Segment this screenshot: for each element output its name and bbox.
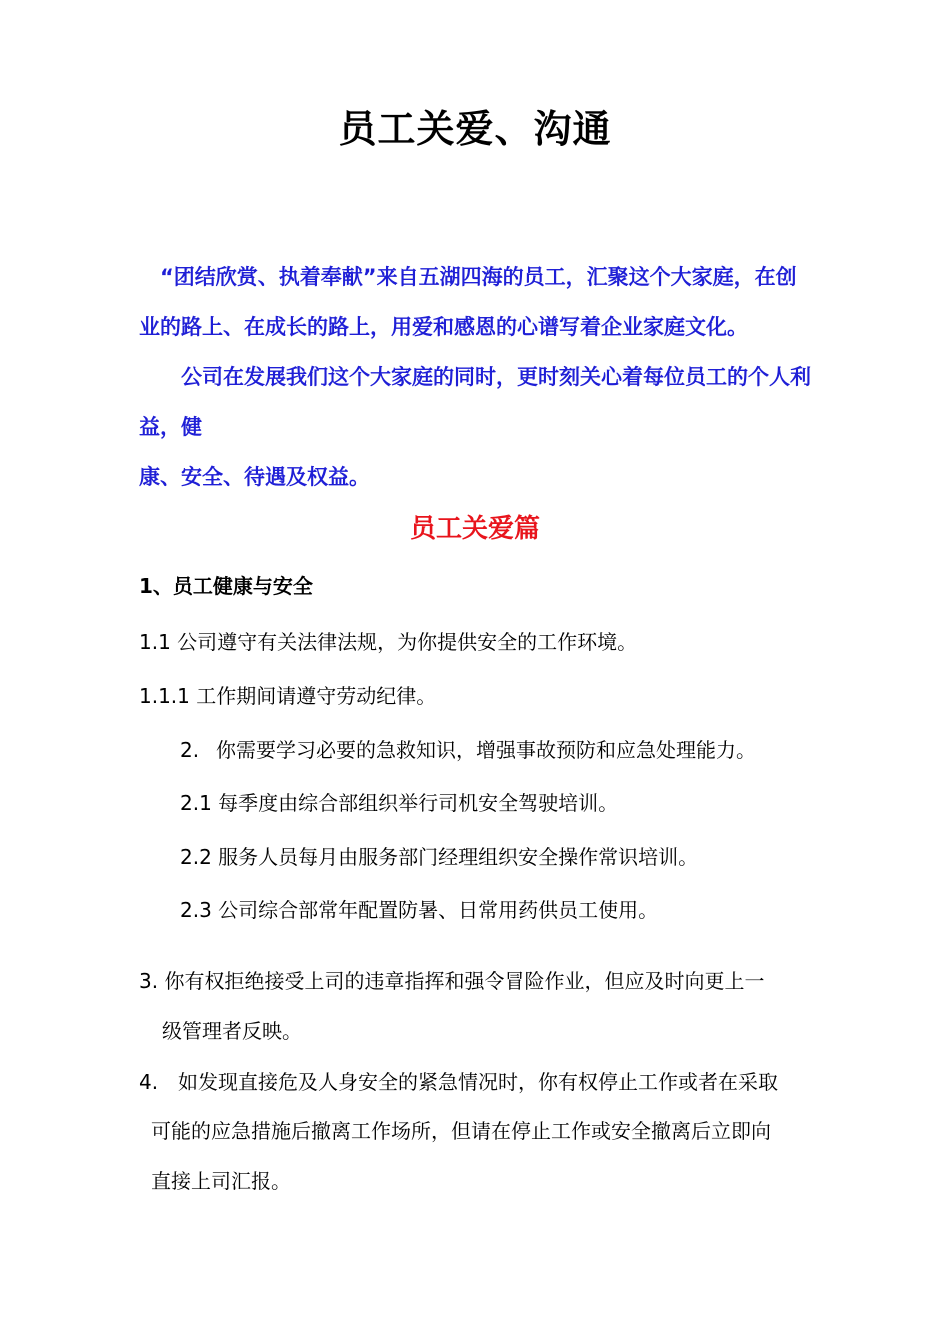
intro-paragraph-2-line-2: 益，健 (139, 415, 202, 439)
section-title: 员工关爱篇 (409, 514, 540, 544)
item-3-line-1: 3. 你有权拒绝接受上司的违章指挥和强令冒险作业，但应及时向更上一 (139, 969, 765, 993)
item-4-line-1: 如发现直接危及人身安全的紧急情况时，你有权停止工作或者在采取 (178, 1070, 778, 1094)
intro-paragraph-2-line-1: 公司在发展我们这个大家庭的同时，更时刻关心着每位员工的个人利 (181, 365, 811, 389)
item-2-number: 2. (180, 738, 200, 762)
item-3-line-2: 级管理者反映。 (162, 1019, 302, 1043)
item-1-1: 1.1 公司遵守有关法律法规，为你提供安全的工作环境。 (139, 630, 638, 654)
item-1-1-1: 1.1.1 工作期间请遵守劳动纪律。 (139, 684, 437, 708)
intro-paragraph-1-line-1: “团结欣赏、执着奉献”来自五湖四海的员工，汇聚这个大家庭，在创 (160, 265, 797, 289)
item-2-text: 你需要学习必要的急救知识，增强事故预防和应急处理能力。 (216, 738, 756, 762)
item-4-line-3: 直接上司汇报。 (151, 1169, 291, 1193)
item-4-number: 4. (139, 1070, 159, 1094)
document-title: 员工关爱、沟通 (338, 107, 612, 151)
item-4-line-2: 可能的应急措施后撤离工作场所，但请在停止工作或安全撤离后立即向 (151, 1119, 771, 1143)
intro-paragraph-1-line-2: 业的路上、在成长的路上，用爱和感恩的心谱写着企业家庭文化。 (139, 315, 748, 339)
item-2-1: 2.1 每季度由综合部组织举行司机安全驾驶培训。 (180, 791, 619, 815)
item-2-2: 2.2 服务人员每月由服务部门经理组织安全操作常识培训。 (180, 845, 699, 869)
item-2-3: 2.3 公司综合部常年配置防暑、日常用药供员工使用。 (180, 898, 659, 922)
heading-health-safety: 1、员工健康与安全 (139, 574, 313, 598)
intro-paragraph-2-line-3: 康、安全、待遇及权益。 (139, 465, 370, 489)
